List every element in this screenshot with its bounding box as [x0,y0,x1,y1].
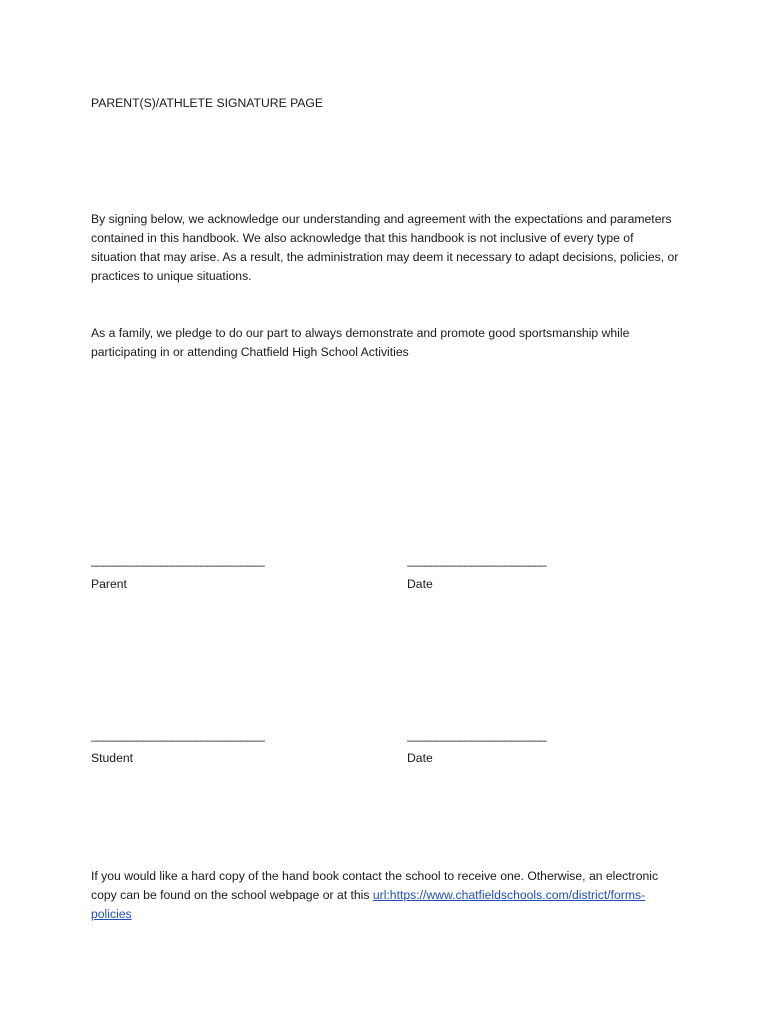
parent-date-label: Date [407,577,433,591]
page-title: PARENT(S)/ATHLETE SIGNATURE PAGE [91,96,324,110]
footer-paragraph [91,867,681,924]
student-label: Student [91,751,134,765]
forms-policies-link[interactable]: url:https://www.chatfieldschools.com/district/forms-policies [91,888,646,921]
student-signature-line[interactable]: ______________________________ [91,728,265,742]
student-date-line[interactable]: ________________________ [407,728,546,742]
acknowledgement-paragraph: By signing below, we acknowledge our understanding and agreement with the expectations and parameters contained in this handbook. We also acknowledge that this handbook is not inclusive of every type of situation that may arise. As a result, the administration may deem it necessary to adapt decisions, policies, or practices to unique situations. [91,212,679,283]
parent-signature-line[interactable]: ______________________________ [91,553,265,567]
student-date-label: Date [407,751,433,765]
footer-text: If you would like a hard copy of the hand book contact the school to receive one. Otherwise, an electronic copy can be found on the school webpage or at this [91,869,659,902]
pledge-paragraph: As a family, we pledge to do our part to always demonstrate and promote good sportsmanship while participating in or attending Chatfield High School Activities [91,326,630,359]
parent-date-line[interactable]: ________________________ [407,553,546,567]
parent-label: Parent [91,577,127,591]
